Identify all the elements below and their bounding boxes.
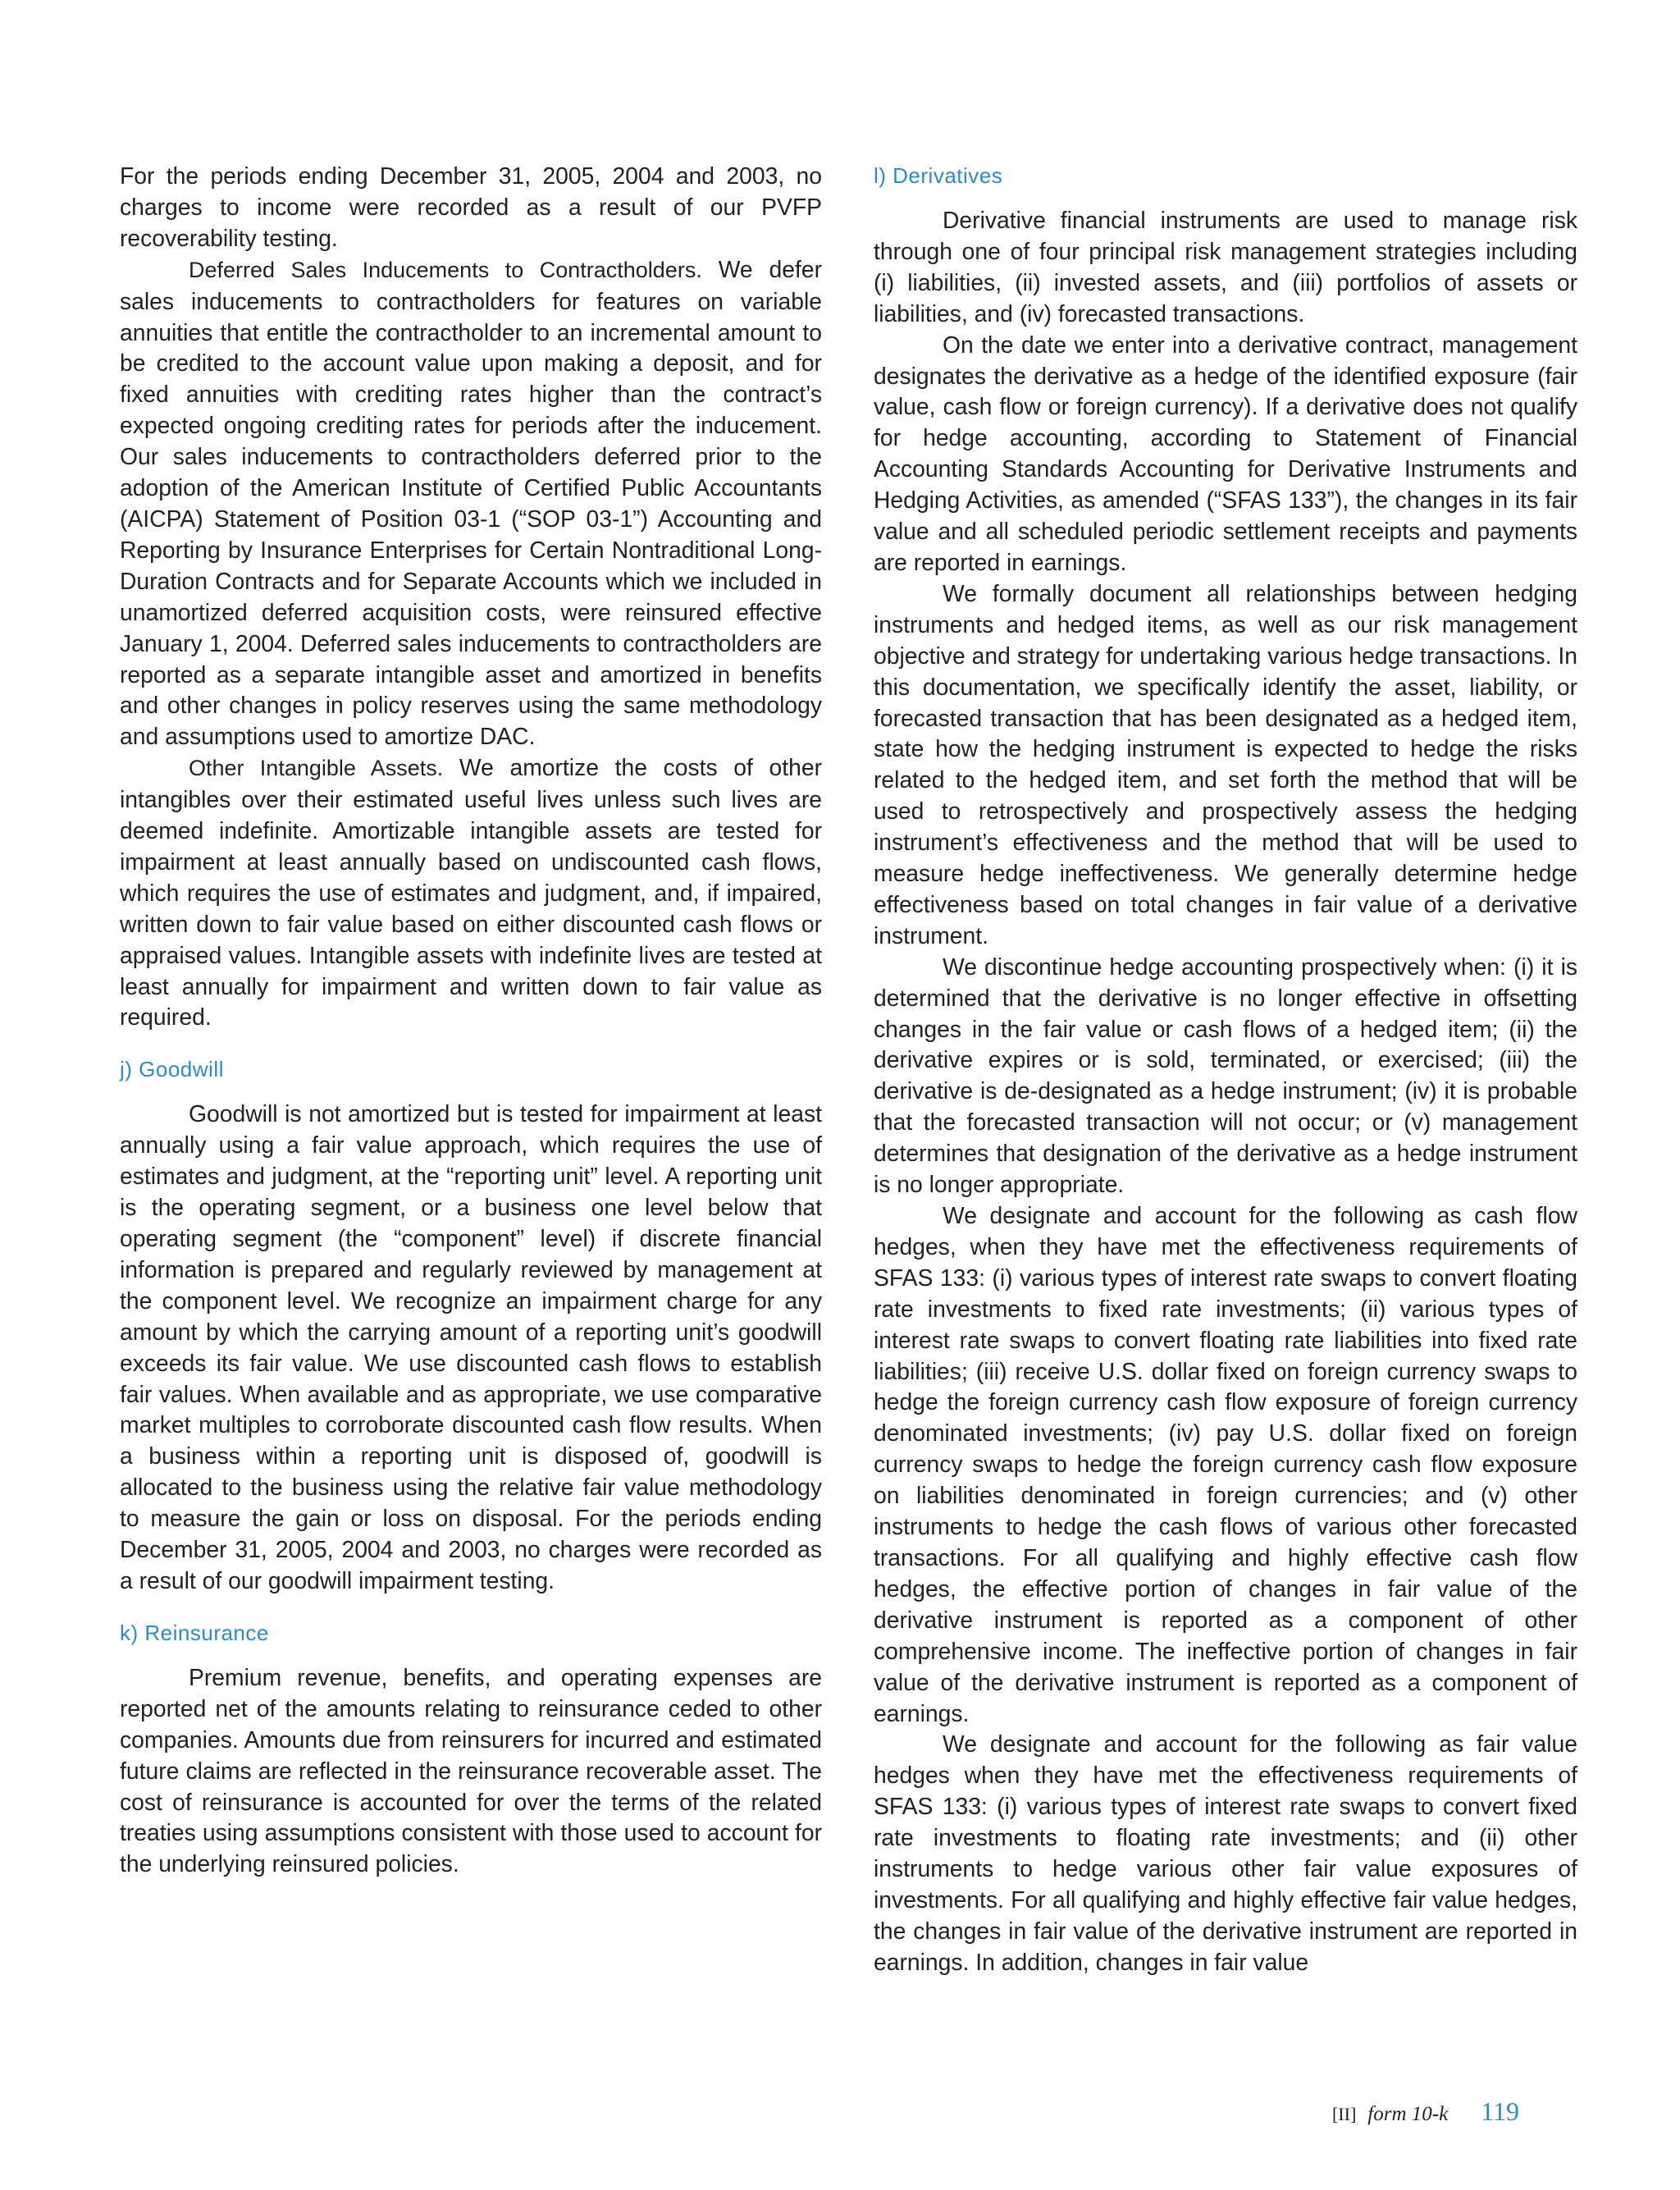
reinsurance-paragraph: Premium revenue, benefits, and operating expenses are reported net of the amounts relating to reinsurance ceded to other companies. Amounts due from reinsurers for incurred and estimated future claims are reflected in the reinsurance recoverable asset. The cost of reinsurance is accounted for over the terms of the related treaties using assumptions consistent with those used to account for the underlying reinsured policies. [120,1663,822,1877]
page-footer [1332,2096,1519,2127]
derivatives-paragraph: We designate and account for the following as fair value hedges when they have met the effectiveness requirements of SFAS 133: (i) various types of interest rate swaps to convert fixed rate investments to floating rate investments; and (ii) other instruments to hedge various other fair value exposures of investments. For all qualifying and highly effective fair value hedges, the changes in fair value of the derivative instrument are reported in earnings. In addition, changes in fair value [874,1731,1577,1975]
derivatives-paragraph: We designate and account for the following as cash flow hedges, when they have met the effectiveness requirements of SFAS 133: (i) various types of interest rate swaps to convert floating rate investments to fixed rate investments; (ii) various types of interest rate swaps to convert floating rate liabilities into fixed rate liabilities; (iii) receive U.S. dollar fixed on foreign currency swaps to hedge the foreign currency cash flow exposure of foreign currency denominated investments; (iv) pay U.S. dollar fixed on foreign currency swaps to hedge the foreign currency cash flow exposure on liabilities denominated in foreign currencies; and (v) other instruments to hedge the cash flows of various other forecasted transactions. For all qualifying and highly effective cash flow hedges, the effective portion of changes in fair value of the derivative instrument is reported as a component of other comprehensive income. The ineffective portion of changes in fair value of the derivative instrument is reported as a component of earnings. [874,1202,1577,1726]
other-intangible-assets-body: We amortize the costs of other intangibles over their estimated useful lives unless such lives are deemed indefinite. Amortizable intangible assets are tested for impairment at least annually based on undiscounted cash flows, which requires the use of estimates and judgment, and, if impaired, written down to fair value based on either discounted cash flows or appraised values. Intangible assets with indefinite lives are tested at least annually for impairment and written down to fair value as required. [120,754,822,1031]
deferred-sales-inducements-body: We defer sales inducements to contractholders for features on variable annuities that entitle the contractholder to an incremental amount to be credited to the account value upon making a deposit, and for fixed annuities with crediting rates higher than the contract’s expected ongoing crediting rates for periods after the inducement. Our sales inducements to contractholders deferred prior to the adoption of the American Institute of Certified Public Accountants (AICPA) Statement of Position 03-1 (“SOP 03-1”) Accounting and Reporting by Insurance Enterprises for Certain Nontraditional Long-Duration Contracts and for Separate Accounts which we included in unamortized deferred acquisition costs, were reinsured effective January 1, 2004. Deferred sales inducements to contractholders are reported as a separate intangible asset and amortized in benefits and other changes in policy reserves using the same methodology and assumptions used to amortize DAC. [120,255,822,750]
goodwill-heading: j) Goodwill [120,1057,224,1082]
right-column [874,161,1577,1978]
page-number: 119 [1481,2096,1519,2126]
deferred-sales-inducements-lead: Deferred Sales Inducements to Contractholders. [189,257,702,282]
deferred-sales-inducements-paragraph [120,254,822,753]
derivatives-paragraph: Derivative financial instruments are used to manage risk through one of four principal risk management strategies including (i) liabilities, (ii) invested assets, and (iii) portfolios of assets or liabilities, and (iv) forecasted transactions. [874,207,1577,327]
left-column [120,161,822,1880]
pvfp-paragraph: For the periods ending December 31, 2005, 2004 and 2003, no charges to income were recorded as a result of our PVFP recoverability testing. [120,162,822,251]
reinsurance-heading: k) Reinsurance [120,1620,269,1645]
footer-section-marker: [II] [1331,2104,1357,2124]
derivatives-heading: l) Derivatives [874,163,1003,188]
other-intangible-assets-lead: Other Intangible Assets. [189,756,444,781]
derivatives-paragraph: On the date we enter into a derivative contract, management designates the derivative as a hedge of the identified exposure (fair value, cash flow or foreign currency). If a derivative does not qualify for hedge accounting, according to Statement of Financial Accounting Standards Accounting for Derivative Instruments and Hedging Activities, as amended (“SFAS 133”), the changes in its fair value and all scheduled periodic settlement receipts and payments are reported in earnings. [874,331,1577,575]
derivatives-paragraph: We formally document all relationships between hedging instruments and hedged items, as well as our risk management objective and strategy for undertaking various hedge transactions. In this documentation, we specifically identify the asset, liability, or forecasted transaction that has been designated as a hedged item, state how the hedging instrument is expected to hedge the risks related to the hedged item, and set forth the method that will be used to retrospectively and prospectively assess the hedging instrument’s effectiveness and the method that will be used to measure hedge ineffectiveness. We generally determine hedge effectiveness based on total changes in fair value of a derivative instrument. [874,579,1577,949]
other-intangible-assets-paragraph [120,752,822,1033]
footer-form-label: form 10-k [1367,2103,1449,2125]
derivatives-paragraph: We discontinue hedge accounting prospectively when: (i) it is determined that the derivative is no longer effective in offsetting changes in the fair value or cash flows of a hedged item; (ii) the derivative expires or is sold, terminated, or exercised; (iii) the derivative is de-designated as a hedge instrument; (iv) it is probable that the forecasted transaction will not occur; or (v) management determines that designation of the derivative as a hedge instrument is no longer appropriate. [874,953,1577,1198]
goodwill-paragraph: Goodwill is not amortized but is tested for impairment at least annually using a fair value approach, which requires the use of estimates and judgment, at the “reporting unit” level. A reporting unit is the operating segment, or a business one level below that operating segment (the “component” level) if discrete financial information is prepared and regularly reviewed by management at the component level. We recognize an impairment charge for any amount by which the carrying amount of a reporting unit’s goodwill exceeds its fair value. We use discounted cash flows to establish fair values. When available and as appropriate, we use comparative market multiples to corroborate discounted cash flow results. When a business within a reporting unit is disposed of, goodwill is allocated to the business using the relative fair value methodology to measure the gain or loss on disposal. For the periods ending December 31, 2005, 2004 and 2003, no charges were recorded as a result of our goodwill impairment testing. [120,1100,822,1593]
